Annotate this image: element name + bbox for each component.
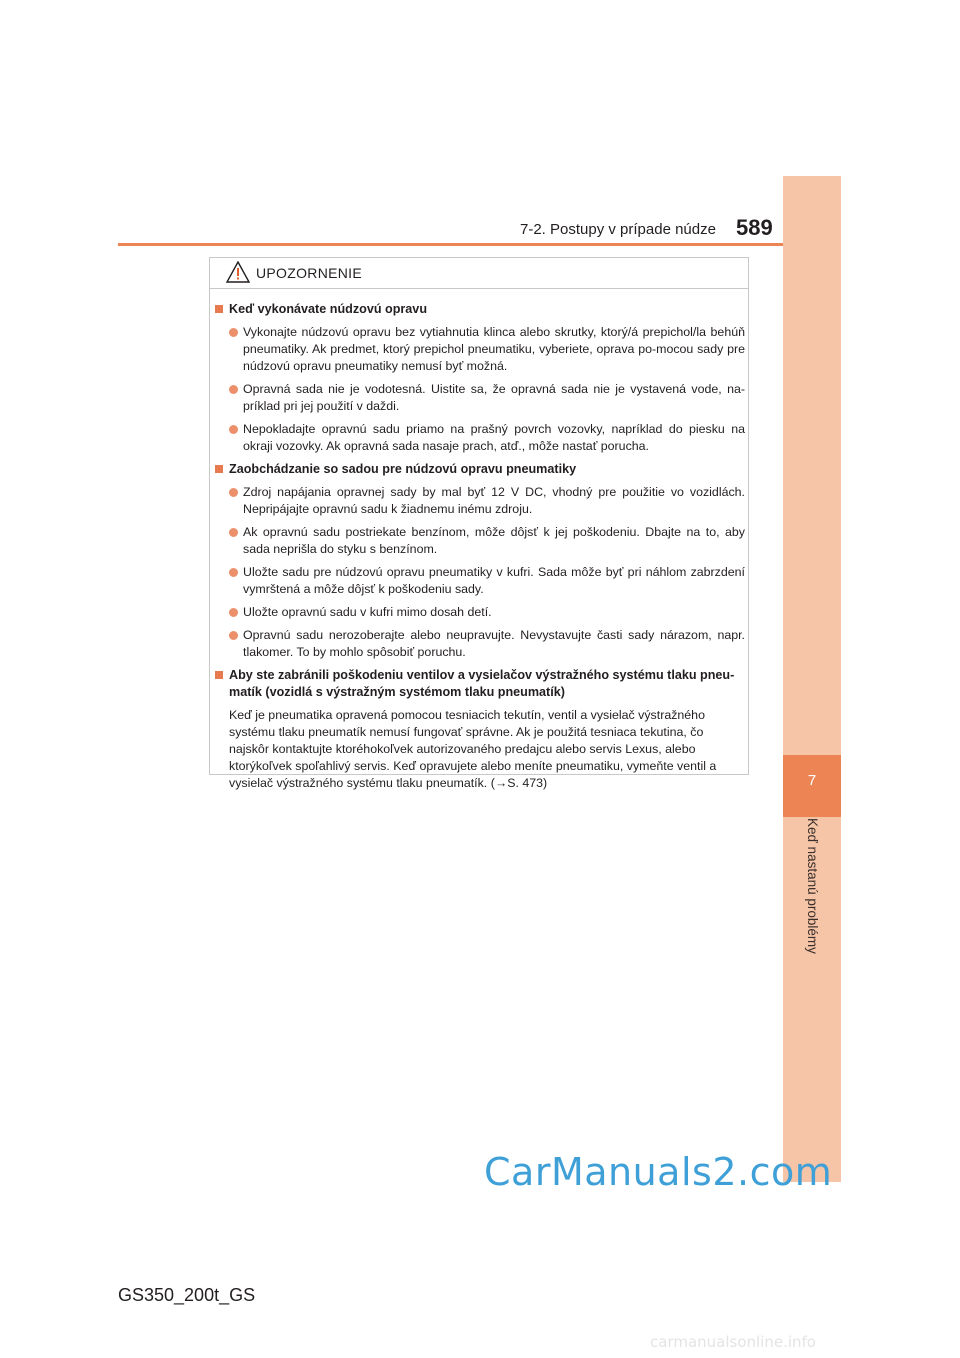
square-bullet-icon	[215, 671, 223, 679]
header-rule	[118, 243, 783, 246]
chapter-label-box	[783, 818, 841, 998]
bullet-icon	[229, 488, 238, 497]
bullet-icon	[229, 631, 238, 640]
section-title: 7-2. Postupy v prípade núdze	[520, 221, 716, 238]
section-heading: Keď vykonávate núdzovú opravu	[215, 301, 745, 318]
list-item: Nepokladajte opravnú sadu priamo na prašný povrch vozovky, napríklad do piesku na okraji vozovky. Ak opravná sada nasaje prach, atď., môže nastať porucha.	[215, 421, 745, 455]
bullet-icon	[229, 528, 238, 537]
list-item: Zdroj napájania opravnej sady by mal byť 12 V DC, vhodný pre použitie vo vozidlách. Nepripájajte opravnú sadu k žiadnemu inému zdroju.	[215, 484, 745, 518]
warning-title: UPOZORNENIE	[256, 265, 362, 281]
section-heading: Aby ste zabránili poškodeniu ventilov a vysielačov výstražného systému tlaku pneu-matík (vozidlá s výstražným systémom tlaku pneumatík)	[215, 667, 745, 701]
warning-body	[215, 301, 745, 792]
warning-box	[209, 257, 749, 790]
bullet-icon	[229, 568, 238, 577]
model-code: GS350_200t_GS	[118, 1285, 256, 1305]
chapter-label: Keď nastanú problémy	[805, 818, 820, 954]
square-bullet-icon	[215, 465, 223, 473]
watermark: CarManuals2.com	[484, 1150, 833, 1194]
section-heading: Zaobchádzanie so sadou pre núdzovú opravu pneumatiky	[215, 461, 745, 478]
list-item: Opravnú sadu nerozoberajte alebo neupravujte. Nevystavujte časti sady nárazom, napr. tlakomer. To by mohlo spôsobiť poruchu.	[215, 627, 745, 661]
square-bullet-icon	[215, 305, 223, 313]
bullet-icon	[229, 608, 238, 617]
source-watermark: carmanualsonline.info	[650, 1333, 816, 1351]
list-item: Uložte sadu pre núdzovú opravu pneumatiky v kufri. Sada môže byť pri náhlom zabrzdení vymrštená a môže dôjsť k poškodeniu sady.	[215, 564, 745, 598]
bullet-icon	[229, 425, 238, 434]
list-item: Vykonajte núdzovú opravu bez vytiahnutia klinca alebo skrutky, ktorý/á prepichol/la behúň pneumatiky. Ak predmet, ktorý prepichol pneumatiku, vyberiete, oprava po-mocou sady pre núdzovú opravu pneumatiky nemusí byť možná.	[215, 324, 745, 375]
side-tab	[783, 176, 841, 1182]
list-item: Uložte opravnú sadu v kufri mimo dosah detí.	[215, 604, 745, 621]
list-item: Opravná sada nie je vodotesná. Uistite sa, že opravná sada nie je vystavená vode, na-príklad pri jej použití v daždi.	[215, 381, 745, 415]
bullet-icon	[229, 385, 238, 394]
page-number: 589	[736, 215, 773, 240]
chapter-tab	[783, 755, 841, 817]
chapter-number: 7	[807, 772, 817, 789]
warning-header	[210, 258, 748, 289]
section-paragraph: Keď je pneumatika opravená pomocou tesniacich tekutín, ventil a vysielač výstražného systému tlaku pneumatík nemusí fungovať správne. Ak je použitá tesniaca tekutina, čo najskôr kontaktujte ktoréhokoľvek autorizovaného predajcu alebo servis Lexus, alebo ktorýkoľvek spoľahlivý servis. Keď opravujete alebo meníte pneumatiku, vymeňte ventil a vysielač výstražného systému tlaku pneumatík. (→S. 473)	[229, 708, 717, 790]
bullet-icon	[229, 328, 238, 337]
warning-triangle-icon	[226, 261, 250, 283]
list-item: Ak opravnú sadu postriekate benzínom, môže dôjsť k jej poškodeniu. Dbajte na to, aby sada neprišla do styku s benzínom.	[215, 524, 745, 558]
